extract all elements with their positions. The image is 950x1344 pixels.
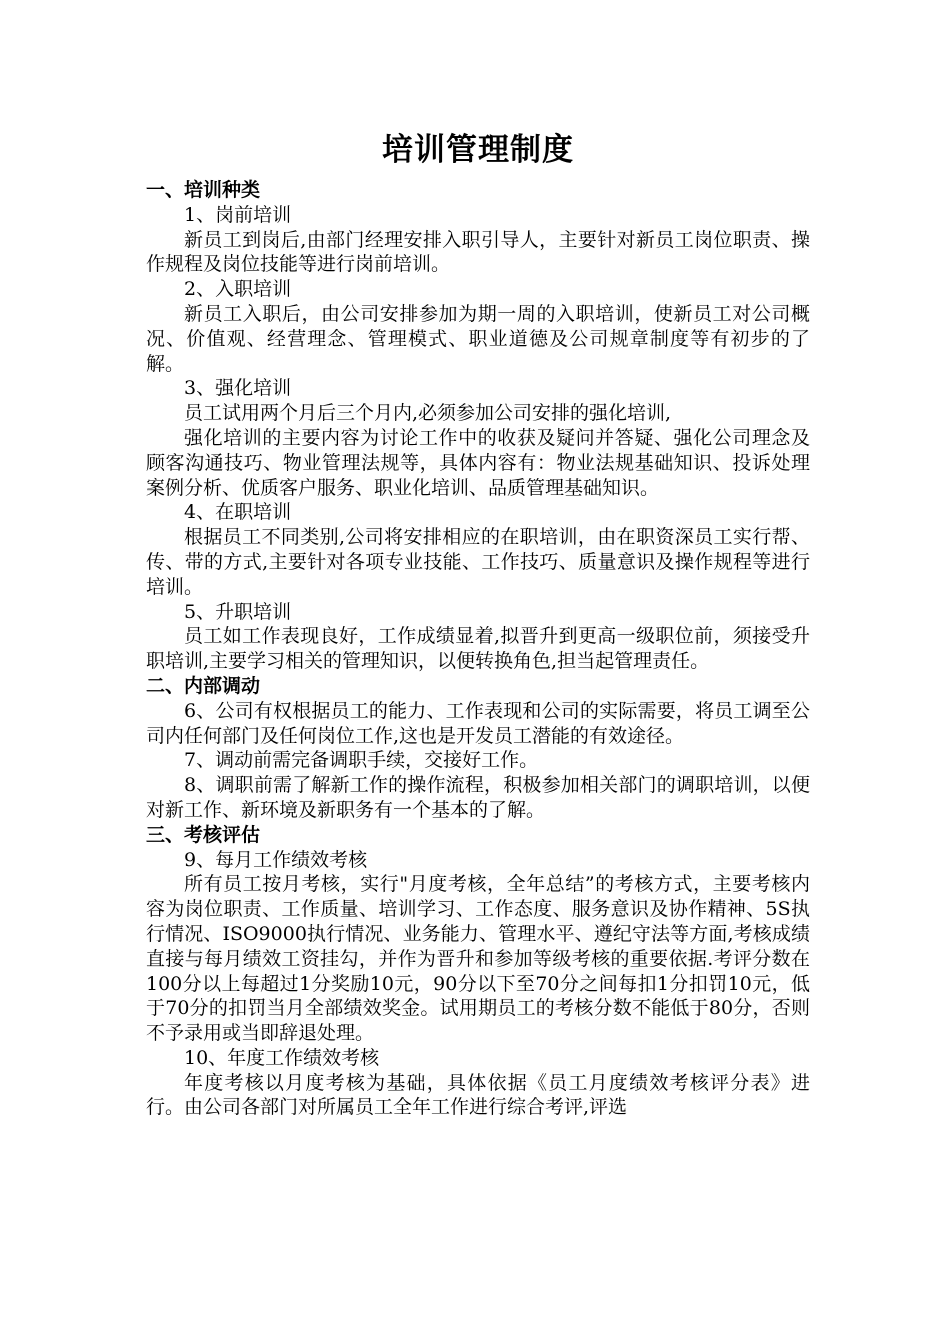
- paragraph: 新员工到岗后,由部门经理安排入职引导人，主要针对新员工岗位职责、操作规程及岗位技能等进行岗前培训。: [146, 228, 810, 276]
- paragraph: 6、公司有权根据员工的能力、工作表现和公司的实际需要，将员工调至公司内任何部门及任何岗位工作,这也是开发员工潜能的有效途径。: [146, 699, 810, 747]
- subsection-title: 3、强化培训: [184, 377, 292, 400]
- paragraph: 7、调动前需完备调职手续，交接好工作。: [184, 749, 539, 772]
- document-title: 培训管理制度: [382, 132, 574, 168]
- paragraph: 根据员工不同类别,公司将安排相应的在职培训，由在职资深员工实行帮、传、带的方式,主要针对各项专业技能、工作技巧、质量意识及操作规程等进行培训。: [146, 526, 810, 598]
- paragraph: 员工如工作表现良好，工作成绩显着,拟晋升到更高一级职位前，须接受升职培训,主要学习相关的管理知识，以便转换角色,担当起管理责任。: [146, 625, 810, 673]
- document-page: [146, 128, 810, 1120]
- section-heading: 一、培训种类: [146, 179, 261, 201]
- subsection-title: 5、升职培训: [184, 600, 292, 623]
- subsection-title: 1、岗前培训: [184, 203, 292, 226]
- section-heading: 三、考核评估: [146, 823, 261, 846]
- paragraph: 强化培训的主要内容为讨论工作中的收获及疑问并答疑、强化公司理念及顾客沟通技巧、物业管理法规等，具体内容有：物业法规基础知识、投诉处理案例分析、优质客户服务、职业化培训、品质管理基础知识。: [146, 426, 810, 499]
- paragraph: 年度考核以月度考核为基础，具体依据《员工月度绩效考核评分表》进行。由公司各部门对所属员工全年工作进行综合考评,评选: [146, 1071, 810, 1119]
- paragraph: 员工试用两个月后三个月内,必须参加公司安排的强化培训,: [184, 402, 672, 425]
- subsection-title: 2、入职培训: [184, 278, 292, 301]
- section-heading: 二、内部调动: [146, 674, 261, 697]
- paragraph: 所有员工按月考核，实行"月度考核，全年总结”的考核方式，主要考核内容为岗位职责、工作质量、培训学习、工作态度、服务意识及协作精神、5S执行情况、ISO9000执行情况、业务能力、管理水平、遵纪守法等方面,考核成绩直接与每月绩效工资挂勾，并作为晋升和参加等级考核的重要依据.考评分数在100分以上每超过1分奖励10元，90分以下至70分之间每扣1分扣罚10元，低于70分的扣罚当月全部绩效奖金。试用期员工的考核分数不能低于80分，否则不予录用或当即辞退处理。: [146, 873, 810, 1045]
- subsection-title: 9、每月工作绩效考核: [184, 848, 368, 871]
- subsection-title: 10、年度工作绩效考核: [184, 1046, 380, 1069]
- paragraph: 8、调职前需了解新工作的操作流程，积极参加相关部门的调职培训，以便对新工作、新环境及新职务有一个基本的了解。: [146, 774, 810, 821]
- subsection-title: 4、在职培训: [184, 501, 292, 524]
- paragraph: 新员工入职后，由公司安排参加为期一周的入职培训，使新员工对公司概况、价值观、经营理念、管理模式、职业道德及公司规章制度等有初步的了解。: [146, 302, 810, 375]
